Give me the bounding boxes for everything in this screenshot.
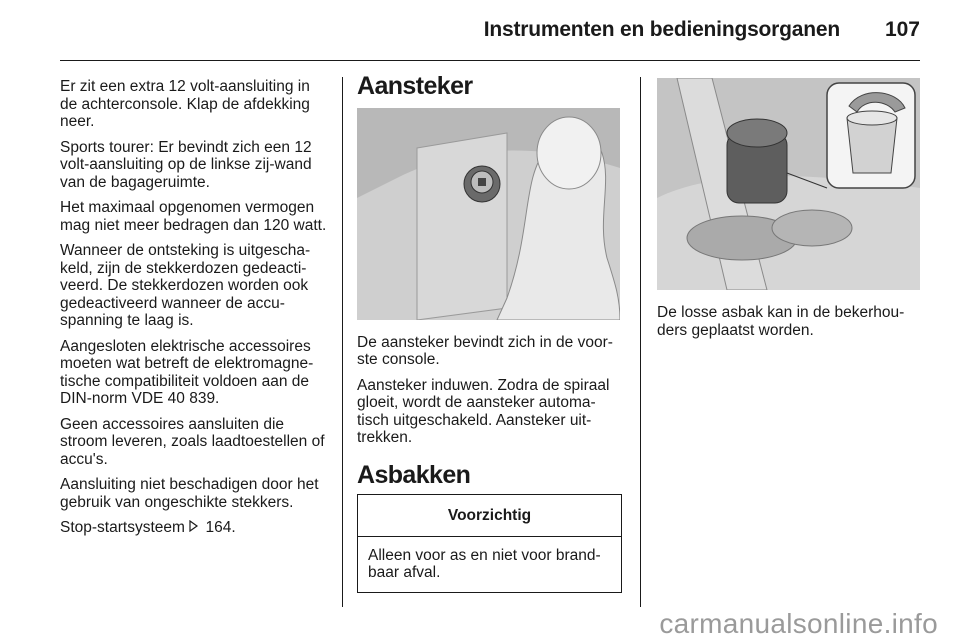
page-header-title: Instrumenten en bedieningsorganen — [483, 18, 840, 41]
column-1 — [60, 78, 330, 545]
column-3 — [657, 78, 922, 347]
paragraph: Aansluiting niet beschadigen door het gebruik van ongeschikte stekkers. — [60, 476, 319, 511]
paragraph: Aansteker induwen. Zodra de spiraal gloeit, wordt de aansteker automa-tisch uitgeschakeld. Aansteker uit-trekken. — [357, 376, 610, 446]
watermark: carmanualsonline.info — [659, 608, 938, 639]
paragraph: Het maximaal opgenomen vermogen mag niet meer bedragen dan 120 watt. — [60, 199, 327, 234]
caution-box — [357, 494, 622, 593]
page-number: 107 — [884, 18, 920, 41]
paragraph: Geen accessoires aansluiten die stroom leveren, zoals laadtoestellen of accu's. — [60, 415, 325, 468]
column-divider-2 — [640, 77, 641, 607]
paragraph: Sports tourer: Er bevindt zich een 12 volt-aansluiting op de linkse zij-wand van de bagageruimte. — [60, 138, 312, 191]
crossref-page[interactable]: 164. — [205, 519, 236, 536]
paragraph: De aansteker bevindt zich in de voor-ste console. — [357, 333, 613, 368]
header-rule — [60, 60, 920, 61]
column-divider-1 — [342, 77, 343, 607]
ashtray-illustration — [657, 78, 920, 290]
paragraph: De losse asbak kan in de bekerhou-ders geplaatst worden. — [657, 304, 905, 339]
arrow-right-outline-icon[interactable] — [189, 519, 201, 537]
paragraph: Er zit een extra 12 volt-aansluiting in de achterconsole. Klap de afdekking neer. — [60, 78, 310, 130]
paragraph: Aangesloten elektrische accessoires moeten wat betreft de elektromagne-tische compatibiliteit voldoen aan de DIN-norm VDE 40 839. — [60, 337, 314, 407]
crossref-text: Stop-startsysteem — [60, 519, 185, 536]
section-heading-lighter: Aansteker — [357, 72, 473, 100]
section-heading-ashtrays: Asbakken — [357, 460, 471, 489]
crossref-paragraph — [60, 519, 330, 537]
column-2 — [357, 72, 627, 593]
paragraph: Wanneer de ontsteking is uitgescha-keld, zijn de stekkerdozen gedeacti-veerd. De stekkerdozen worden ook gedeactiveerd wanneer de accu-spanning te laag is. — [60, 242, 311, 329]
caution-title: Voorzichtig — [358, 495, 621, 537]
lighter-illustration — [357, 108, 620, 320]
caution-text: Alleen voor as en niet voor brand-baar afval. — [368, 546, 601, 581]
